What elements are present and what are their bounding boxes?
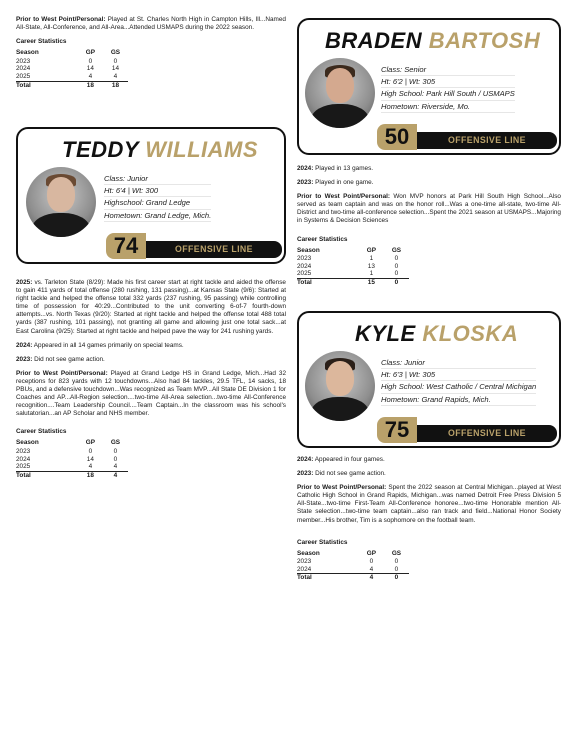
col-header: GS <box>103 49 128 57</box>
col-header: Season <box>16 49 78 57</box>
bio-label: Prior to West Point/Personal: <box>16 16 106 23</box>
player-info <box>381 64 515 113</box>
season-2024-paragraph: 2024: Played in 13 games. <box>297 165 374 172</box>
jersey-number: 74 <box>106 233 146 259</box>
bartosh-bio-paragraph: Prior to West Point/Personal: Won MVP honors at Park Hill South High School...Also served as team captain and was on the honor roll...Was a one-time all-state, two-time All-District and two-time all-conference selection...Spent the 2021 season at USMAPS...Majoring in Systems & Decision Sciences <box>297 193 561 225</box>
bartosh-prior-section <box>16 16 286 89</box>
position-bar: OFFENSIVE LINE <box>417 425 557 442</box>
player-info <box>381 357 536 406</box>
career-stats-table: Season GP GS 2023 0 0 2024 14 0 2025 4 4 Total 18 4 <box>16 439 128 479</box>
player-photo <box>305 351 375 421</box>
col-header: GP <box>78 49 103 57</box>
player-highschool: High School: Park Hill South / USMAPS <box>381 88 515 100</box>
table-row: 2024 13 0 <box>297 262 399 270</box>
table-total-row: Total 18 4 <box>16 471 118 479</box>
player-hometown: Hometown: Grand Rapids, Mich. <box>381 394 536 406</box>
table-row: 2023 1 0 <box>297 255 399 263</box>
table-row: 2024 14 14 <box>16 65 119 73</box>
player-class: Class: Junior <box>104 173 211 185</box>
player-height-weight: Ht: 6'3 | Wt: 305 <box>381 369 536 381</box>
table-row: 2024 14 0 <box>16 455 118 463</box>
player-height-weight: Ht: 6'4 | Wt: 300 <box>104 185 211 197</box>
career-stats-table: Season GP GS 2023 0 0 2024 4 0 Total 4 0 <box>297 550 409 582</box>
career-stats-table: Season GP GS 2023 1 0 2024 13 0 2025 1 0 Total 15 0 <box>297 247 409 287</box>
season-2023-paragraph: 2023: Did not see game action. <box>297 470 386 478</box>
kloska-bio-paragraph: Prior to West Point/Personal: Spent the 2022 season at Central Michigan...played at West Catholic High School in Grand Rapids, Michigan...was named Detroit Free Press Division 5 All-State...two-time First-Team All-Conference honoree...two-time Honorable mention All-State selection...two-time team captain...also ran track and field...National Honor Society member...His brother, Tim is a sophomore on the football team. <box>297 484 561 524</box>
season-2024-paragraph: 2024: Appeared in all 14 games primarily on special teams. <box>16 341 184 349</box>
table-row: 2025 4 4 <box>16 73 128 81</box>
player-card-bartosh <box>297 18 561 155</box>
jersey-number: 75 <box>377 417 417 443</box>
jersey-number: 50 <box>377 124 417 150</box>
table-total-row: Total 15 0 <box>297 278 399 286</box>
stats-title: Career Statistics <box>16 38 67 46</box>
player-class: Class: Senior <box>381 64 515 76</box>
bio-text: Played at St. Charles North High in Campton Hills, Ill...Named All-State, All-Conference, and All-Area...Attended USMAPS during the 2022 season. <box>16 16 286 32</box>
table-row: 2023 0 0 <box>16 57 118 65</box>
table-total-row: Total 18 18 <box>16 81 119 89</box>
season-2025-paragraph: 2025: vs. Tarleton State (8/29): Made his first career start at right tackle and aided the offense to gain 411 yards of total offense (280 rushing, 131 passing)...at Kansas State (9/6): Started at right tackle and helped the offense total 332 yards (237 rushing, 95 passing) while controlling time of possession for 40:29...Contributed to the unit converting 6-of-7 fourth-down attempts...vs. North Texas (9/20): Started at right tackle and helped the offense total 488 total yards (387 rushing, 101 passing), not granting all game and allowing just one total sack...at East Carolina (9/25): Started at right tackle and helped pave the way for 241 rushing yards. <box>16 279 286 335</box>
table-row: 2025 1 0 <box>297 270 409 278</box>
kloska-notes <box>297 456 561 582</box>
season-2024-paragraph: 2024: Appeared in four games. <box>297 456 385 463</box>
player-height-weight: Ht: 6'2 | Wt: 305 <box>381 76 515 88</box>
player-highschool: High School: West Catholic / Central Michigan <box>381 381 536 393</box>
player-info <box>104 173 211 222</box>
player-photo <box>305 58 375 128</box>
position-bar: OFFENSIVE LINE <box>417 132 557 149</box>
stats-title: Career Statistics <box>297 235 348 243</box>
season-2023-paragraph: 2023: Did not see game action. <box>16 355 105 363</box>
table-row: 2024 4 0 <box>297 566 409 574</box>
table-total-row: Total 4 0 <box>297 574 399 582</box>
position-bar: OFFENSIVE LINE <box>146 241 282 258</box>
bartosh-notes <box>297 165 561 287</box>
player-card-kloska <box>297 311 561 448</box>
career-stats-table <box>16 49 128 89</box>
player-highschool: Highschool: Grand Ledge <box>104 197 211 209</box>
bartosh-bio-paragraph <box>16 16 286 32</box>
player-name: KYLE KLOSKA <box>355 321 519 346</box>
williams-bio-paragraph: Prior to West Point/Personal: Played at Grand Ledge HS in Grand Ledge, Mich...Had 32 receptions for 823 yards with 12 touchdowns...Also had 84 tackles, 29.5 TFL, 14 sacks, 18 PBUs, and a defensive touchdown...Was recognized as Team MVP...All State DE Division 1 for Coaches and AP...All-Region selection....two-time All-Area selection...two-time All-Conference recognition....Team Leadership Council....Team Captain...In the classroom was his school's salutatorian...an AP Scholar and NHS member. <box>16 369 286 418</box>
stats-title: Career Statistics <box>297 538 348 546</box>
stats-title: Career Statistics <box>16 428 67 436</box>
player-hometown: Hometown: Grand Ledge, Mich. <box>104 210 211 222</box>
player-hometown: Hometown: Riverside, Mo. <box>381 101 515 113</box>
williams-notes <box>16 279 286 479</box>
player-class: Class: Junior <box>381 357 536 369</box>
season-2023-paragraph: 2023: Played in one game. <box>297 179 374 187</box>
player-photo <box>26 167 96 237</box>
player-card-williams <box>16 127 286 264</box>
table-row: 2023 0 0 <box>297 558 399 566</box>
player-name: BRADEN BARTOSH <box>325 28 541 53</box>
table-row: 2023 0 0 <box>16 448 118 455</box>
player-name: TEDDY WILLIAMS <box>62 137 259 162</box>
table-row: 2025 4 4 <box>16 463 128 471</box>
